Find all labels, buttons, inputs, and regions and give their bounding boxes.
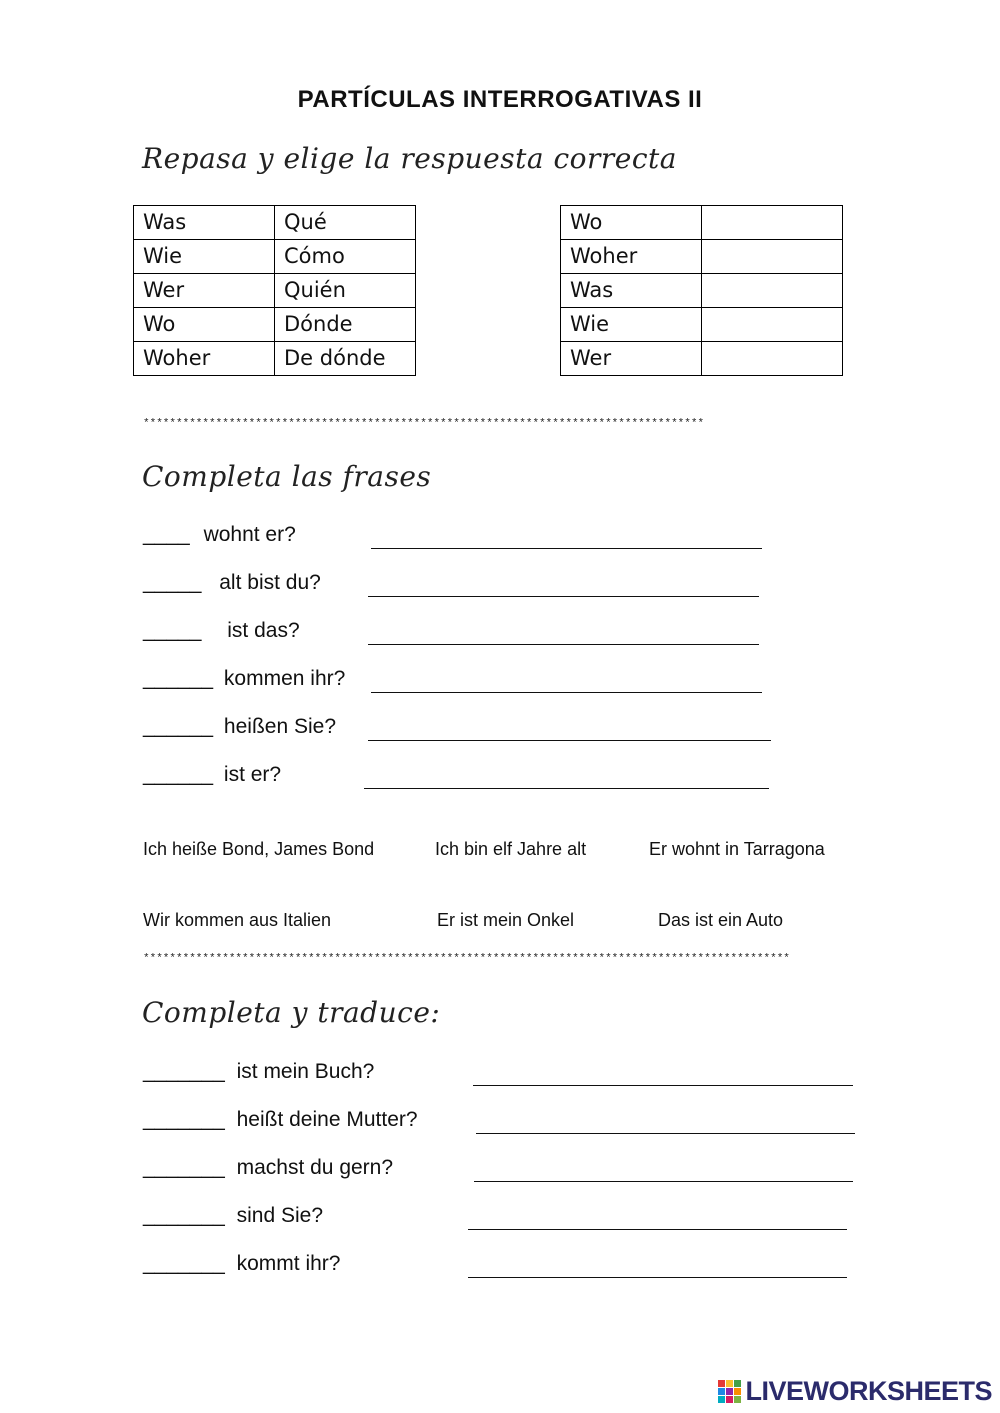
answer-cell[interactable]	[702, 206, 843, 240]
list-item	[143, 667, 345, 691]
spanish-cell: Cómo	[275, 240, 416, 274]
list-item	[143, 523, 296, 547]
table-row	[561, 342, 843, 376]
answer-option: Er ist mein Onkel	[437, 910, 575, 930]
german-cell: Wer	[134, 274, 275, 308]
answer-cell[interactable]	[702, 240, 843, 274]
question-blank[interactable]: ____	[143, 523, 190, 546]
table-row	[561, 206, 843, 240]
list-item	[143, 1252, 340, 1276]
german-cell: Wer	[561, 342, 702, 376]
german-cell: Wo	[134, 308, 275, 342]
question-text: alt bist du?	[219, 571, 321, 594]
logo-square	[726, 1388, 733, 1395]
table-left	[133, 205, 416, 376]
question-text: machst du gern?	[236, 1156, 394, 1179]
answer-option: Das ist ein Auto	[658, 910, 784, 930]
table-row	[134, 342, 416, 376]
german-cell: Woher	[561, 240, 702, 274]
section2-heading: Completa las frases	[142, 460, 432, 493]
table-row	[561, 274, 843, 308]
table-row	[561, 240, 843, 274]
german-cell: Wo	[561, 206, 702, 240]
question-text: sind Sie?	[236, 1204, 323, 1227]
question-blank[interactable]: _______	[143, 1156, 225, 1179]
section1-heading: Repasa y elige la respuesta correcta	[142, 142, 677, 175]
question-blank[interactable]: _______	[143, 1060, 225, 1083]
question-text: ist das?	[227, 619, 300, 642]
german-cell: Wie	[134, 240, 275, 274]
answer-line[interactable]	[368, 596, 759, 597]
list-item	[143, 619, 300, 643]
table-right	[560, 205, 843, 376]
question-text: heißt deine Mutter?	[236, 1108, 418, 1131]
table-row	[134, 240, 416, 274]
list-item	[143, 1108, 418, 1132]
answer-cell[interactable]	[702, 274, 843, 308]
answer-line[interactable]	[368, 644, 759, 645]
list-item	[143, 571, 321, 595]
question-text: wohnt er?	[203, 523, 296, 546]
spanish-cell: Quién	[275, 274, 416, 308]
answer-line[interactable]	[368, 740, 771, 741]
brand-name: LIVEWORKSHEETS	[745, 1376, 992, 1406]
question-blank[interactable]: _______	[143, 1204, 225, 1227]
logo-square	[718, 1380, 725, 1387]
list-item	[143, 1060, 374, 1084]
question-text: kommen ihr?	[223, 667, 346, 690]
german-cell: Was	[134, 206, 275, 240]
section3-heading: Completa y traduce:	[142, 996, 441, 1029]
table-row	[134, 206, 416, 240]
question-blank[interactable]: _______	[143, 1252, 225, 1275]
logo-square	[734, 1388, 741, 1395]
question-blank[interactable]: _____	[143, 571, 202, 594]
translation-line[interactable]	[474, 1181, 853, 1182]
answer-cell[interactable]	[702, 342, 843, 376]
list-item	[143, 1156, 393, 1180]
spanish-cell: Qué	[275, 206, 416, 240]
answer-option: Er wohnt in Tarragona	[649, 839, 825, 859]
answer-line[interactable]	[371, 692, 762, 693]
answer-line[interactable]	[371, 548, 762, 549]
table-row	[134, 308, 416, 342]
logo-square	[734, 1396, 741, 1403]
list-item	[143, 715, 336, 739]
question-text: kommt ihr?	[236, 1252, 341, 1275]
answer-line[interactable]	[364, 788, 769, 789]
logo-grid-icon	[718, 1380, 741, 1403]
question-blank[interactable]: _______	[143, 1108, 225, 1131]
question-blank[interactable]: ______	[143, 667, 214, 690]
page-title: PARTÍCULAS INTERROGATIVAS II	[297, 86, 703, 113]
spanish-cell: Dónde	[275, 308, 416, 342]
liveworksheets-logo	[718, 1376, 992, 1407]
answer-cell[interactable]	[702, 308, 843, 342]
divider-stars: **************************************************************************************************	[143, 953, 790, 965]
logo-square	[734, 1380, 741, 1387]
translation-line[interactable]	[473, 1085, 853, 1086]
answer-option: Ich heiße Bond, James Bond	[143, 839, 375, 859]
logo-square	[726, 1380, 733, 1387]
answer-option: Wir kommen aus Italien	[143, 910, 332, 930]
question-blank[interactable]: ______	[143, 763, 214, 786]
spanish-cell: De dónde	[275, 342, 416, 376]
divider-stars: *************************************************************************************	[143, 418, 705, 430]
question-text: ist mein Buch?	[236, 1060, 375, 1083]
question-text: heißen Sie?	[223, 715, 336, 738]
translation-line[interactable]	[476, 1133, 855, 1134]
table-row	[561, 308, 843, 342]
logo-square	[718, 1396, 725, 1403]
logo-square	[718, 1388, 725, 1395]
question-blank[interactable]: ______	[143, 715, 214, 738]
german-cell: Woher	[134, 342, 275, 376]
translation-line[interactable]	[468, 1277, 847, 1278]
list-item	[143, 1204, 323, 1228]
german-cell: Wie	[561, 308, 702, 342]
list-item	[143, 763, 281, 787]
answer-option: Ich bin elf Jahre alt	[435, 839, 587, 859]
table-row	[134, 274, 416, 308]
german-cell: Was	[561, 274, 702, 308]
logo-square	[726, 1396, 733, 1403]
translation-line[interactable]	[468, 1229, 847, 1230]
question-text: ist er?	[223, 763, 282, 786]
question-blank[interactable]: _____	[143, 619, 202, 642]
